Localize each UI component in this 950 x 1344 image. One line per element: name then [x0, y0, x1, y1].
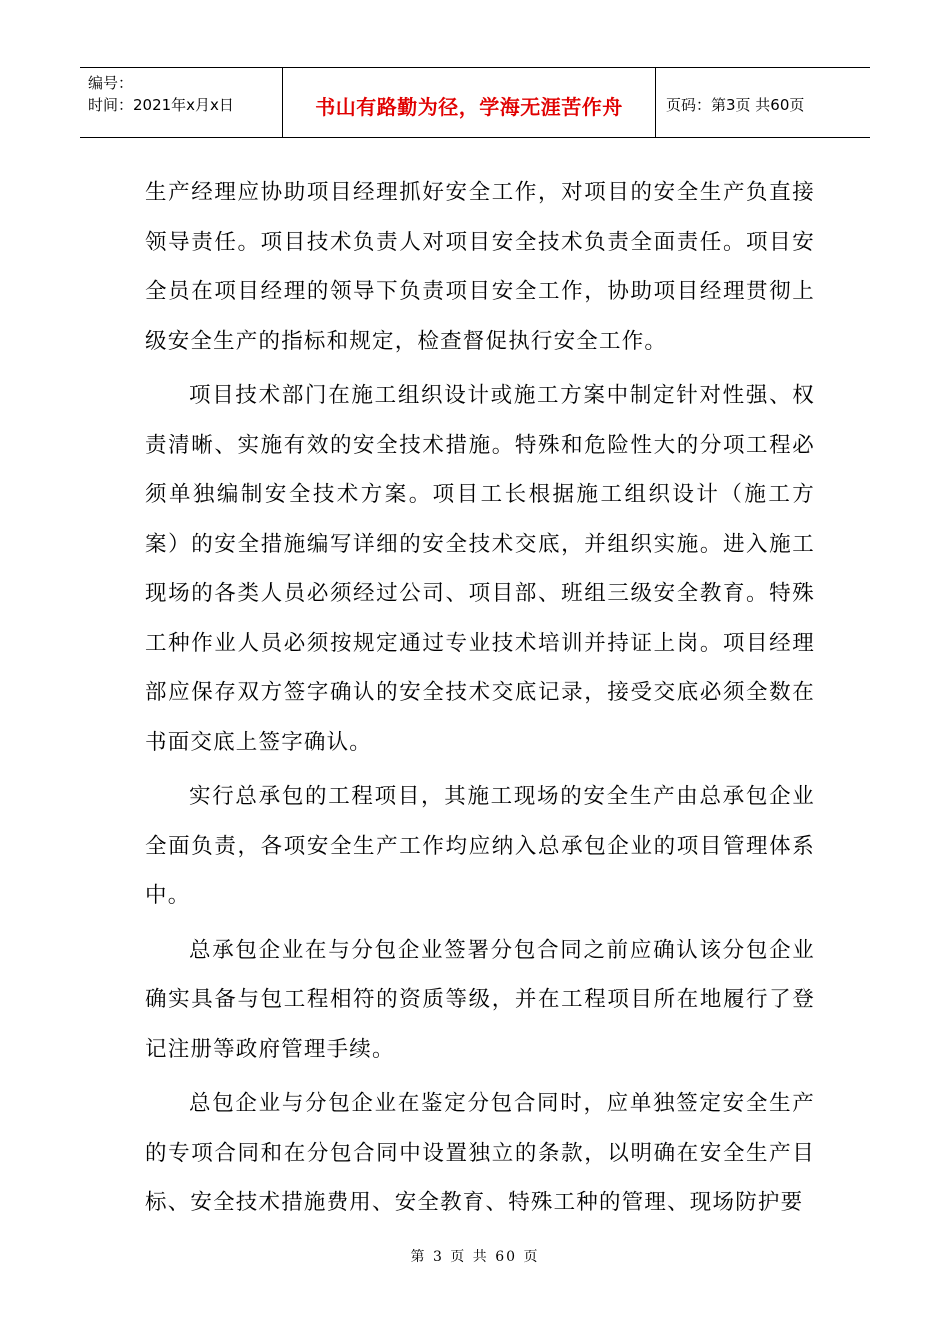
- motto-text: 书山有路勤为径，学海无涯苦作舟: [315, 95, 623, 119]
- serial-label: 编号：: [88, 74, 134, 92]
- paragraph: 实行总承包的工程项目，其施工现场的安全生产由总承包企业全面负责，各项安全生产工作均应纳入总承包企业的项目管理体系中。: [145, 784, 815, 908]
- paragraph: 生产经理应协助项目经理抓好安全工作，对项目的安全生产负直接领导责任。项目技术负责人对项目安全技术负责全面责任。项目安全员在项目经理的领导下负责项目安全工作，协助项目经理贯彻上级安全生产的指标和规定，检查督促执行安全工作。: [145, 180, 815, 354]
- page-footer: 第 3 页 共 60 页: [410, 1249, 540, 1265]
- header-table: [80, 67, 870, 138]
- header-info-cell: [80, 68, 283, 137]
- paragraph: 总包企业与分包企业在鉴定分包合同时，应单独签定安全生产的专项合同和在分包合同中设置独立的条款，以明确在安全生产目标、安全技术措施费用、安全教育、特殊工种的管理、现场防护要: [145, 1091, 815, 1215]
- date-label: 时间：2021年x月x日: [88, 96, 234, 114]
- header-page-cell: [656, 68, 870, 137]
- header-motto-cell: [283, 68, 656, 137]
- page-label: 页码：第3页 共60页: [666, 96, 805, 114]
- paragraph: 项目技术部门在施工组织设计或施工方案中制定针对性强、权责清晰、实施有效的安全技术措施。特殊和危险性大的分项工程必须单独编制安全技术方案。项目工长根据施工组织设计（施工方案）的安全措施编写详细的安全技术交底，并组织实施。进入施工现场的各类人员必须经过公司、项目部、班组三级安全教育。特殊工种作业人员必须按规定通过专业技术培训并持证上岗。项目经理部应保存双方签字确认的安全技术交底记录，接受交底必须全数在书面交底上签字确认。: [145, 383, 815, 755]
- paragraph: 总承包企业在与分包企业签署分包合同之前应确认该分包企业确实具备与包工程相符的资质等级，并在工程项目所在地履行了登记注册等政府管理手续。: [145, 937, 815, 1062]
- document-body: [145, 168, 815, 1233]
